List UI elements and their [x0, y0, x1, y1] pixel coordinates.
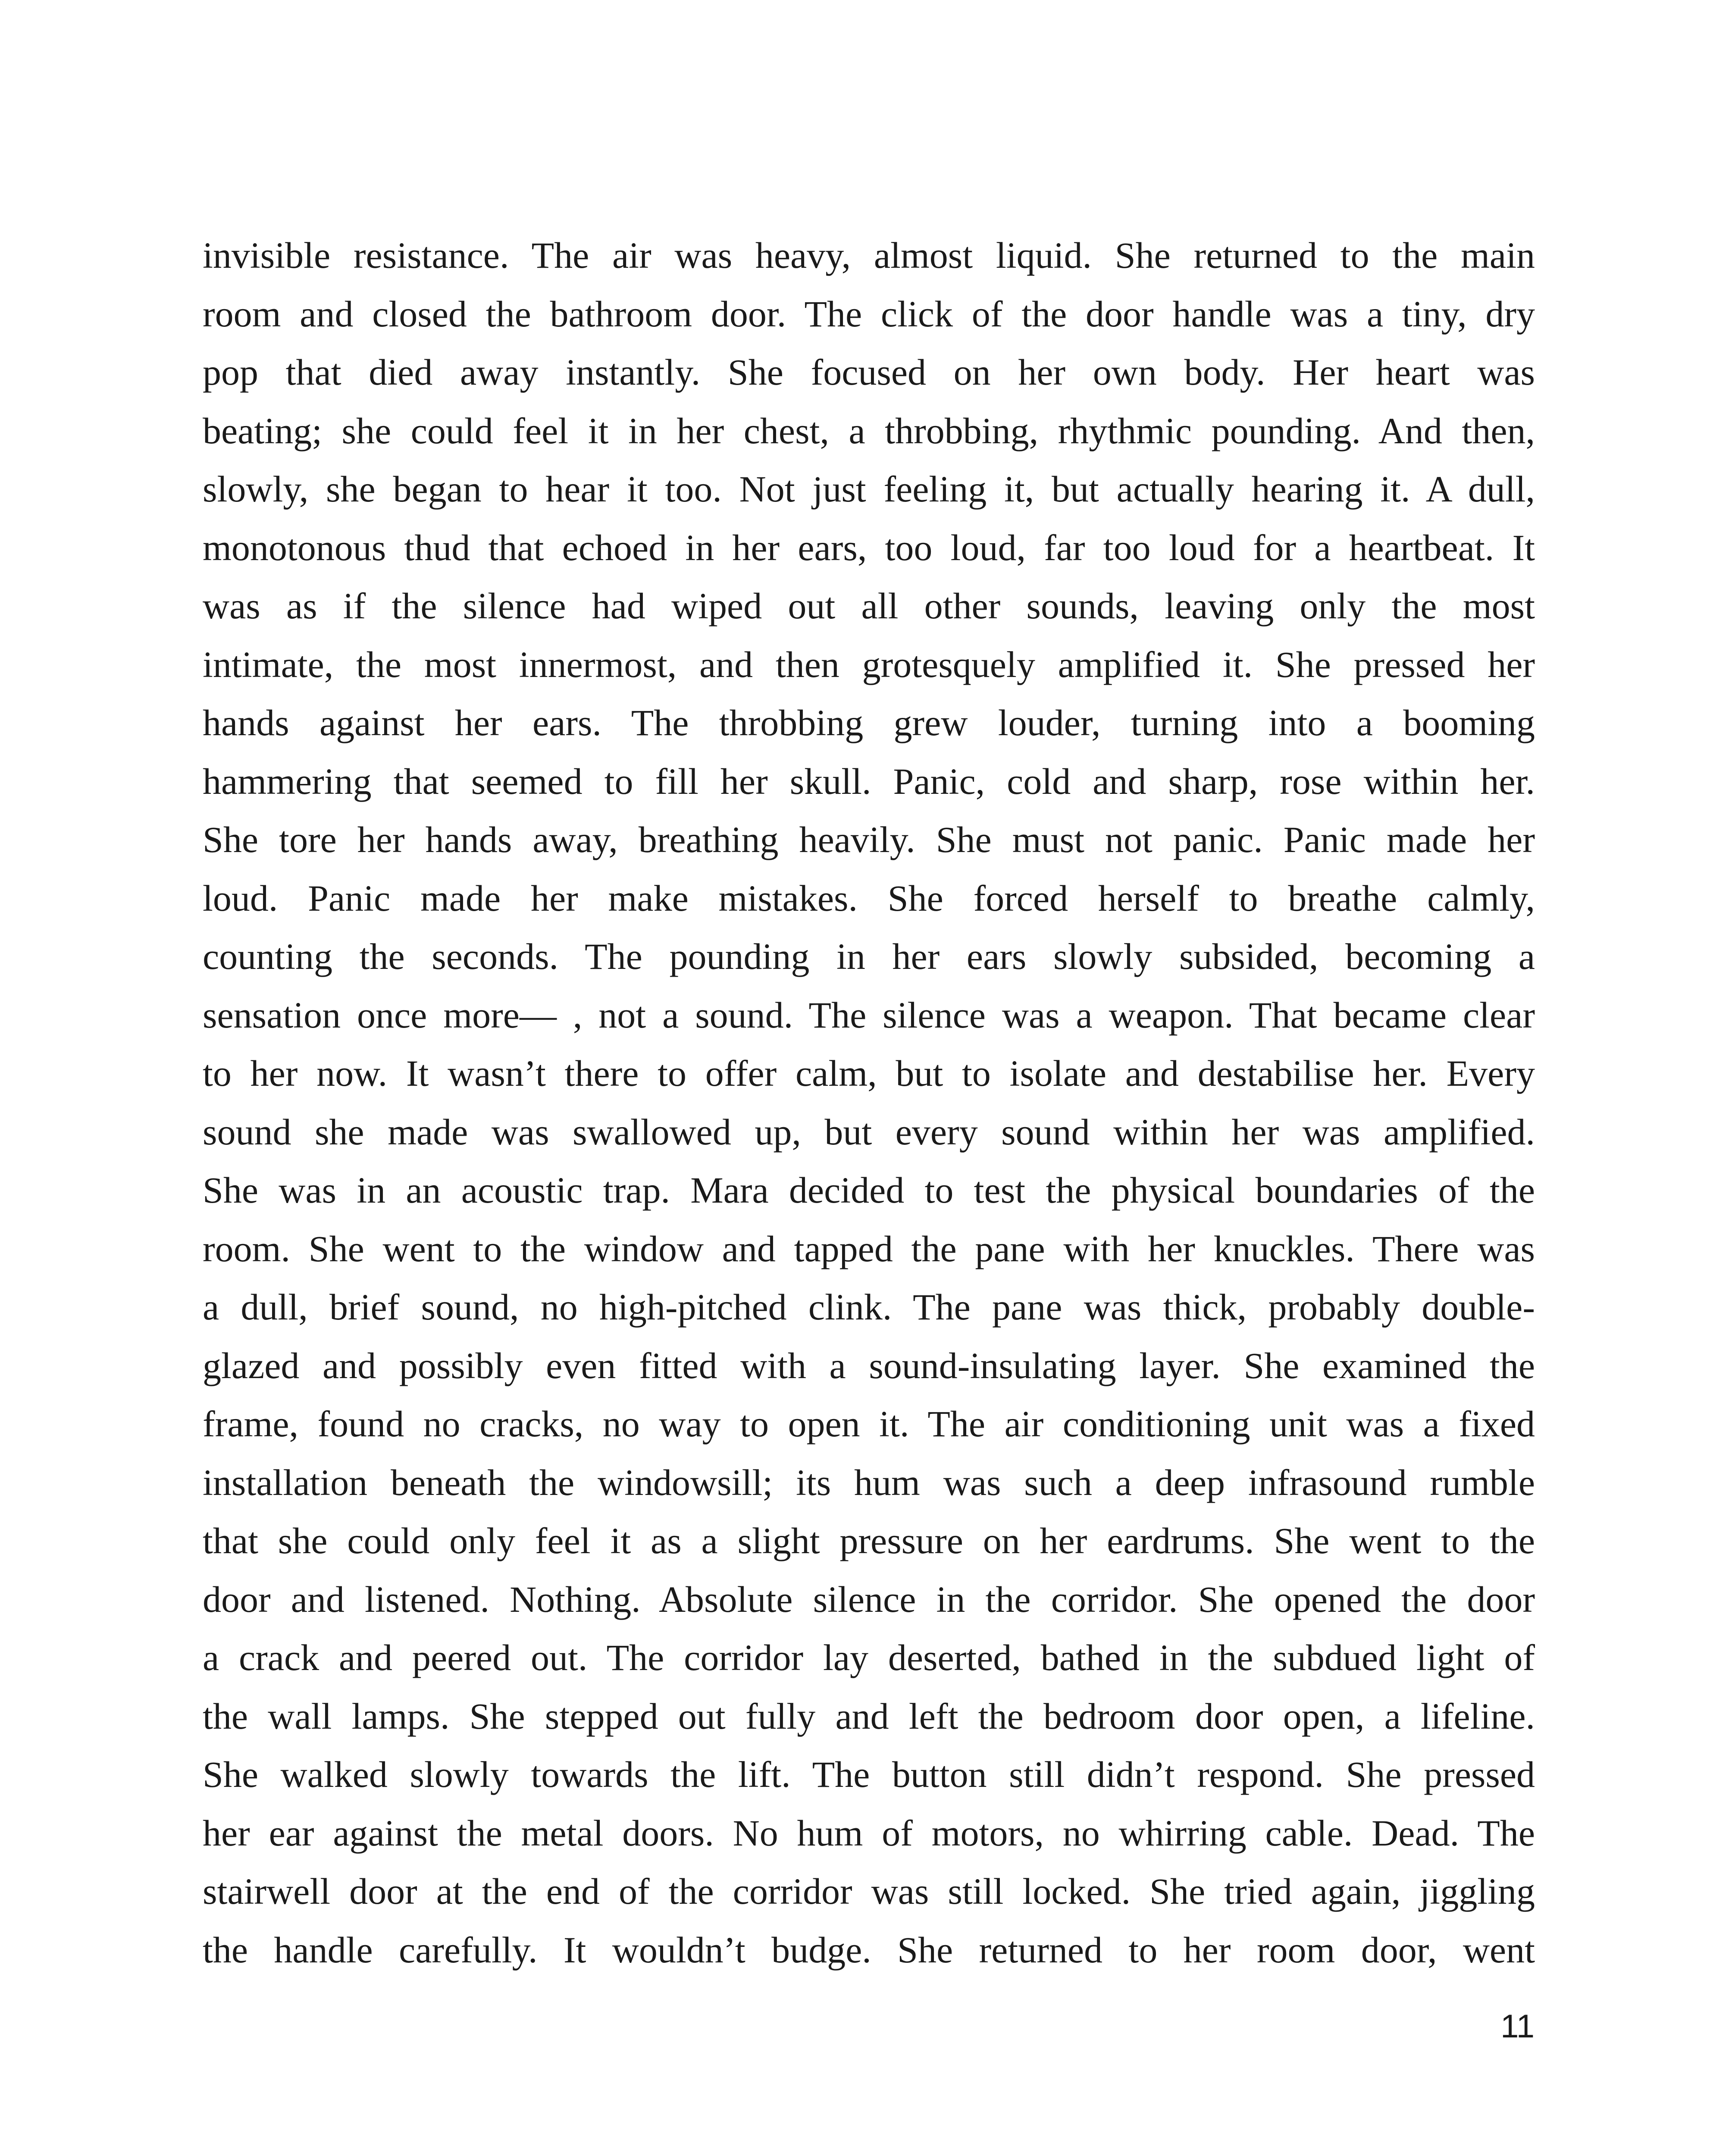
text-line: hammering that seemed to fill her skull. Panic, cold and sharp, rose within her. — [203, 760, 1535, 802]
body-text — [203, 226, 1535, 1979]
text-line: room. She went to the window and tapped the pane with her knuckles. There was — [203, 1228, 1535, 1269]
text-line: her ear against the metal doors. No hum of motors, no whirring cable. Dead. The — [203, 1812, 1535, 1854]
text-line: loud. Panic made her make mistakes. She forced herself to breathe calmly, — [203, 877, 1535, 919]
text-line: room and closed the bathroom door. The click of the door handle was a tiny, dry — [203, 293, 1535, 335]
text-line: a crack and peered out. The corridor lay deserted, bathed in the subdued light of — [203, 1637, 1535, 1678]
text-line: sound she made was swallowed up, but every sound within her was amplified. — [203, 1111, 1535, 1153]
text-line: stairwell door at the end of the corridor was still locked. She tried again, jiggling — [203, 1871, 1535, 1912]
text-line: the wall lamps. She stepped out fully and left the bedroom door open, a lifeline. — [203, 1695, 1535, 1737]
text-line: monotonous thud that echoed in her ears, too loud, far too loud for a heartbeat. It — [203, 526, 1535, 568]
page-number: 11 — [1500, 2008, 1535, 2045]
text-line: hands against her ears. The throbbing grew louder, turning into a booming — [203, 702, 1535, 743]
text-line: beating; she could feel it in her chest, a throbbing, rhythmic pounding. And then, — [203, 410, 1535, 451]
text-line: pop that died away instantly. She focused on her own body. Her heart was — [203, 351, 1535, 393]
text-line: a dull, brief sound, no high-pitched clink. The pane was thick, probably double- — [203, 1286, 1535, 1328]
text-line: invisible resistance. The air was heavy, almost liquid. She returned to the main — [203, 235, 1535, 276]
text-line: installation beneath the windowsill; its hum was such a deep infrasound rumble — [203, 1461, 1535, 1503]
text-line: was as if the silence had wiped out all other sounds, leaving only the most — [203, 585, 1535, 627]
text-line: sensation once more— , not a sound. The silence was a weapon. That became clear — [203, 994, 1535, 1036]
text-line: intimate, the most innermost, and then grotesquely amplified it. She pressed her — [203, 643, 1535, 685]
text-line: She was in an acoustic trap. Mara decided to test the physical boundaries of the — [203, 1169, 1535, 1211]
text-line: counting the seconds. The pounding in her ears slowly subsided, becoming a — [203, 936, 1535, 977]
text-line: door and listened. Nothing. Absolute silence in the corridor. She opened the door — [203, 1578, 1535, 1620]
text-line: glazed and possibly even fitted with a sound-insulating layer. She examined the — [203, 1344, 1535, 1386]
text-line: to her now. It wasn’t there to offer calm, but to isolate and destabilise her. Every — [203, 1053, 1535, 1094]
text-line: She walked slowly towards the lift. The button still didn’t respond. She pressed — [203, 1754, 1535, 1795]
text-line: that she could only feel it as a slight pressure on her eardrums. She went to the — [203, 1520, 1535, 1561]
text-line: the handle carefully. It wouldn’t budge. She returned to her room door, went — [203, 1929, 1535, 1971]
text-line: She tore her hands away, breathing heavily. She must not panic. Panic made her — [203, 819, 1535, 860]
text-line: frame, found no cracks, no way to open it. The air conditioning unit was a fixed — [203, 1403, 1535, 1445]
text-line: slowly, she began to hear it too. Not just feeling it, but actually hearing it. A dull, — [203, 468, 1535, 510]
